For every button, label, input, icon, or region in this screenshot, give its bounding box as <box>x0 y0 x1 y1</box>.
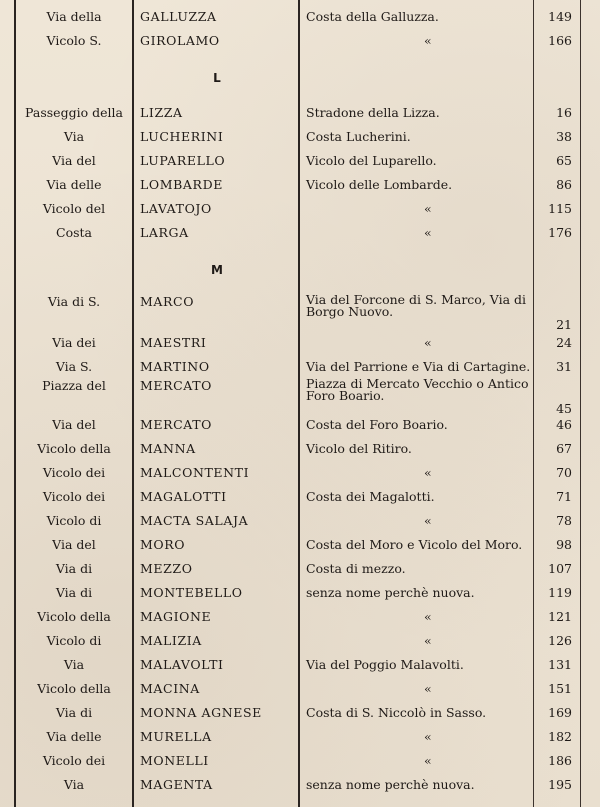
ditto-mark: « <box>424 752 432 768</box>
street-type: Vicolo di <box>46 512 102 528</box>
table-row <box>0 292 600 332</box>
table-row <box>0 604 600 628</box>
ditto-mark: « <box>424 32 432 48</box>
street-name: MEZZO <box>140 560 193 576</box>
street-type: Via <box>63 776 85 792</box>
table-row <box>0 676 600 700</box>
street-type: Vicolo dei <box>42 752 106 768</box>
street-name: LOMBARDE <box>140 176 223 192</box>
street-name: MAGIONE <box>140 608 212 624</box>
page-number: 71 <box>556 488 572 504</box>
street-name: MERCATO <box>140 416 213 432</box>
street-type: Via del <box>52 416 96 432</box>
table-row <box>0 148 600 172</box>
page-number: 31 <box>556 358 572 374</box>
table-row <box>0 220 600 244</box>
street-name: MAESTRI <box>140 334 207 350</box>
page-number: 70 <box>556 464 572 480</box>
ditto-mark: « <box>424 512 432 528</box>
page-number: 186 <box>548 752 572 768</box>
street-name: GIROLAMO <box>140 32 220 48</box>
table-row <box>0 724 600 748</box>
street-name: MACTA SALAJA <box>140 512 249 528</box>
ditto-mark: « <box>424 608 432 624</box>
former-name: senza nome perchè nuova. <box>306 584 475 600</box>
table-row <box>0 532 600 556</box>
ditto-mark: « <box>424 224 432 240</box>
table-row <box>0 100 600 124</box>
street-name: LUCHERINI <box>140 128 224 144</box>
page-number: 21 <box>556 317 572 332</box>
table-row <box>0 330 600 354</box>
table-row <box>0 748 600 772</box>
page-number: 46 <box>556 416 572 432</box>
page-number: 182 <box>548 728 572 744</box>
former-name: Vicolo del Ritiro. <box>306 440 412 456</box>
street-type: Vicolo della <box>37 680 111 696</box>
street-name: MACINA <box>140 680 200 696</box>
street-name: MONTEBELLO <box>140 584 243 600</box>
page-number: 67 <box>556 440 572 456</box>
section-letter-m: M <box>211 263 224 277</box>
street-type: Vicolo di <box>46 632 102 648</box>
street-type: Vicolo della <box>37 440 111 456</box>
table-row <box>0 772 600 796</box>
page-number: 16 <box>556 104 572 120</box>
page-number: 169 <box>548 704 572 720</box>
street-name: MALAVOLTI <box>140 656 224 672</box>
former-name: Via del Forcone di S. Marco, Via di Borgo Nuovo. <box>306 292 527 319</box>
street-type: Vicolo dei <box>42 464 106 480</box>
street-type: Via delle <box>46 728 102 744</box>
former-name: Piazza di Mercato Vecchio o Antico Foro Boario. <box>306 376 529 403</box>
ditto-mark: « <box>424 680 432 696</box>
street-type: Via S. <box>55 358 93 374</box>
page-number: 107 <box>548 560 572 576</box>
former-name: Stradone della Lizza. <box>306 104 440 120</box>
street-type: Via delle <box>46 176 102 192</box>
street-type: Via del <box>52 536 96 552</box>
street-name: GALLUZZA <box>140 8 217 24</box>
table-row <box>0 412 600 436</box>
page-number: 24 <box>556 334 572 350</box>
street-type: Piazza del <box>42 378 106 393</box>
table-row <box>0 580 600 604</box>
street-name: MONELLI <box>140 752 209 768</box>
former-name: Costa dei Magalotti. <box>306 488 435 504</box>
street-type: Via di S. <box>47 294 101 309</box>
ditto-mark: « <box>424 334 432 350</box>
street-name: LARGA <box>140 224 189 240</box>
page-number: 65 <box>556 152 572 168</box>
page-number: 115 <box>548 200 572 216</box>
street-name: MANNA <box>140 440 196 456</box>
street-type: Via dei <box>52 334 96 350</box>
table-row <box>0 28 600 52</box>
former-name: Costa del Moro e Vicolo del Moro. <box>306 536 523 552</box>
former-name: Vicolo delle Lombarde. <box>306 176 453 192</box>
table-row <box>0 4 600 28</box>
street-name: MARTINO <box>140 358 210 374</box>
street-type: Vicolo del <box>42 200 106 216</box>
page-number: 78 <box>556 512 572 528</box>
page-number: 166 <box>548 32 572 48</box>
page-number: 98 <box>556 536 572 552</box>
former-name: Costa della Galluzza. <box>306 8 439 24</box>
street-type: Costa <box>56 224 92 240</box>
former-name: senza nome perchè nuova. <box>306 776 475 792</box>
table-row <box>0 484 600 508</box>
table-row <box>0 700 600 724</box>
street-name: MONNA AGNESE <box>140 704 262 720</box>
page-number: 121 <box>548 608 572 624</box>
table-row <box>0 508 600 532</box>
former-name: Costa di mezzo. <box>306 560 406 576</box>
street-type: Vicolo della <box>37 608 111 624</box>
page-number: 119 <box>548 584 572 600</box>
table-row <box>0 376 600 416</box>
table-row <box>0 172 600 196</box>
page-number: 126 <box>548 632 572 648</box>
page-number: 45 <box>556 401 572 416</box>
street-name: MALIZIA <box>140 632 202 648</box>
table-row <box>0 460 600 484</box>
street-type: Via di <box>55 560 93 576</box>
street-type: Passeggio della <box>25 104 123 120</box>
table-row <box>0 354 600 378</box>
table-row <box>0 196 600 220</box>
former-name: Via del Poggio Malavolti. <box>306 656 464 672</box>
page-number: 86 <box>556 176 572 192</box>
ditto-mark: « <box>424 464 432 480</box>
former-name: Costa del Foro Boario. <box>306 416 448 432</box>
page-number: 149 <box>548 8 572 24</box>
former-name: Costa di S. Niccolò in Sasso. <box>306 704 487 720</box>
table-row <box>0 628 600 652</box>
street-name: LAVATOJO <box>140 200 212 216</box>
street-name: MALCONTENTI <box>140 464 250 480</box>
street-type: Via del <box>52 152 96 168</box>
ditto-mark: « <box>424 200 432 216</box>
former-name: Via del Parrione e Via di Cartagine. <box>306 358 531 374</box>
ditto-mark: « <box>424 632 432 648</box>
section-letter-l: L <box>213 71 222 85</box>
street-type: Via di <box>55 584 93 600</box>
street-type: Via di <box>55 704 93 720</box>
street-type: Via <box>63 128 85 144</box>
street-name: LUPARELLO <box>140 152 226 168</box>
street-name: MERCATO <box>140 378 213 393</box>
page-number: 176 <box>548 224 572 240</box>
page-number: 151 <box>548 680 572 696</box>
former-name: Vicolo del Luparello. <box>306 152 437 168</box>
street-name: MAGALOTTI <box>140 488 227 504</box>
table-row <box>0 436 600 460</box>
table-row <box>0 124 600 148</box>
table-row <box>0 556 600 580</box>
street-name: LIZZA <box>140 104 183 120</box>
street-name: MURELLA <box>140 728 212 744</box>
street-type: Via della <box>46 8 102 24</box>
street-type: Vicolo S. <box>46 32 102 48</box>
street-type: Via <box>63 656 85 672</box>
street-name: MORO <box>140 536 186 552</box>
page-number: 131 <box>548 656 572 672</box>
table-row <box>0 652 600 676</box>
former-name: Costa Lucherini. <box>306 128 411 144</box>
street-type: Vicolo dei <box>42 488 106 504</box>
page-number: 195 <box>548 776 572 792</box>
ditto-mark: « <box>424 728 432 744</box>
page-number: 38 <box>556 128 572 144</box>
street-name: MAGENTA <box>140 776 213 792</box>
street-name: MARCO <box>140 294 195 309</box>
